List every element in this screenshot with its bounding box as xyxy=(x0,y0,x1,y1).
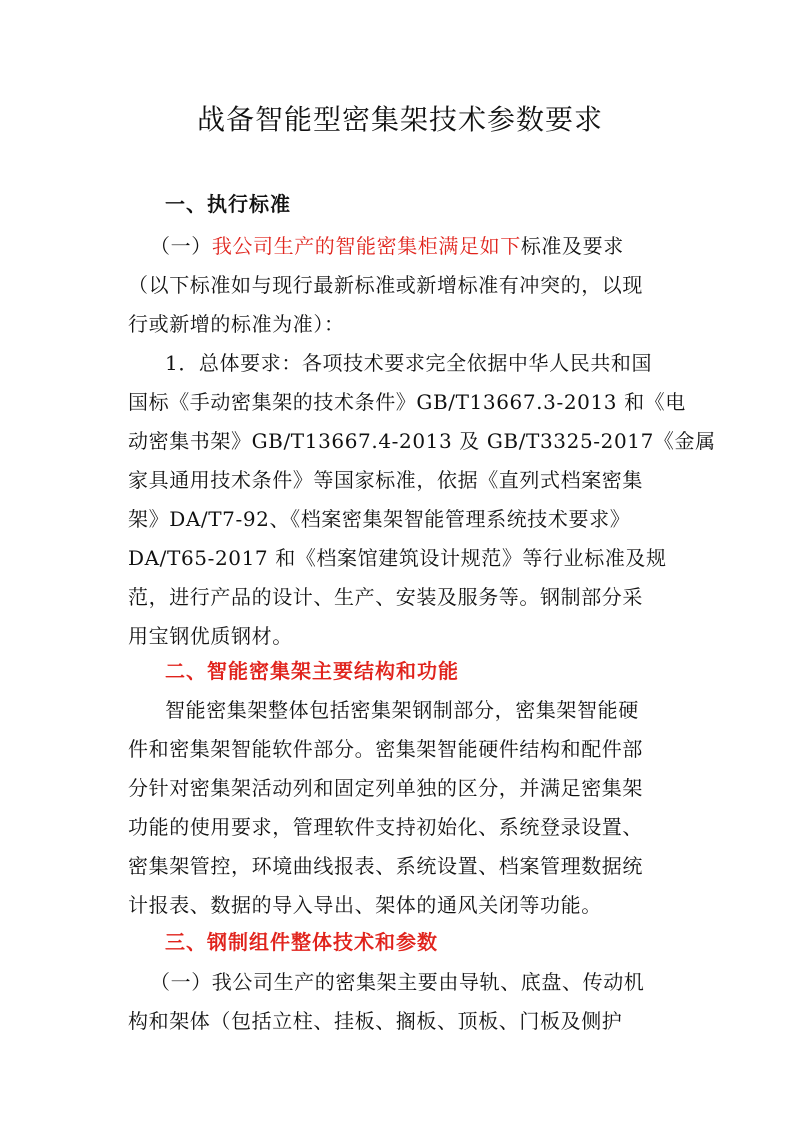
section1-paragraph1-line3: 行或新增的标准为准）： xyxy=(128,312,345,336)
section1-paragraph2-line: 用宝钢优质钢材。 xyxy=(128,624,293,648)
highlighted-text: 我公司生产的智能密集柜满足如下 xyxy=(211,234,521,258)
section2-paragraph-line: 密集架管控，环境曲线报表、系统设置、档案管理数据统 xyxy=(128,854,643,878)
section3-paragraph-line: （一）我公司生产的密集架主要由导轨、底盘、传动机 xyxy=(150,970,645,994)
section1-paragraph2-line: 动密集书架》GB/T13667.4-2013 及 GB/T3325-2017《金属 xyxy=(128,429,716,453)
section2-heading: 二、智能密集架主要结构和功能 xyxy=(165,659,459,683)
section1-paragraph1-line1 xyxy=(150,230,624,259)
section2-paragraph-line: 件和密集架智能软件部分。密集架智能硬件结构和配件部 xyxy=(128,737,643,761)
section1-paragraph2-line: 范，进行产品的设计、生产、安装及服务等。钢制部分采 xyxy=(128,585,643,609)
paragraph-prefix: （一） xyxy=(150,234,212,258)
section1-paragraph2-line: DA/T65-2017 和《档案馆建筑设计规范》等行业标准及规 xyxy=(128,546,667,570)
section2-paragraph-line: 计报表、数据的导入导出、架体的通风关闭等功能。 xyxy=(128,893,602,917)
section1-paragraph2-line: 家具通用技术条件》等国家标准，依据《直列式档案密集 xyxy=(128,468,643,492)
section2-paragraph-line: 功能的使用要求，管理软件支持初始化、系统登录设置、 xyxy=(128,815,643,839)
section2-paragraph-line: 智能密集架整体包括密集架钢制部分，密集架智能硬 xyxy=(165,698,639,722)
section1-paragraph1-line2: （以下标准如与现行最新标准或新增标准有冲突的，以现 xyxy=(128,273,643,297)
section1-paragraph2-line: 1．总体要求：各项技术要求完全依据中华人民共和国 xyxy=(165,351,653,375)
section2-paragraph-line: 分针对密集架活动列和固定列单独的区分，并满足密集架 xyxy=(128,776,643,800)
section3-heading: 三、钢制组件整体技术和参数 xyxy=(165,930,438,954)
section1-paragraph2-line: 国标《手动密集架的技术条件》GB/T13667.3-2013 和《电 xyxy=(128,390,686,414)
paragraph-text: 标准及要求 xyxy=(520,234,624,258)
section1-heading: 一、执行标准 xyxy=(165,192,291,216)
section3-paragraph-line: 构和架体（包括立柱、挂板、搁板、顶板、门板及侧护 xyxy=(128,1009,623,1033)
document-title: 战备智能型密集架技术参数要求 xyxy=(196,103,603,136)
section1-paragraph2-line: 架》DA/T7-92、《档案密集架智能管理系统技术要求》 xyxy=(128,507,631,531)
